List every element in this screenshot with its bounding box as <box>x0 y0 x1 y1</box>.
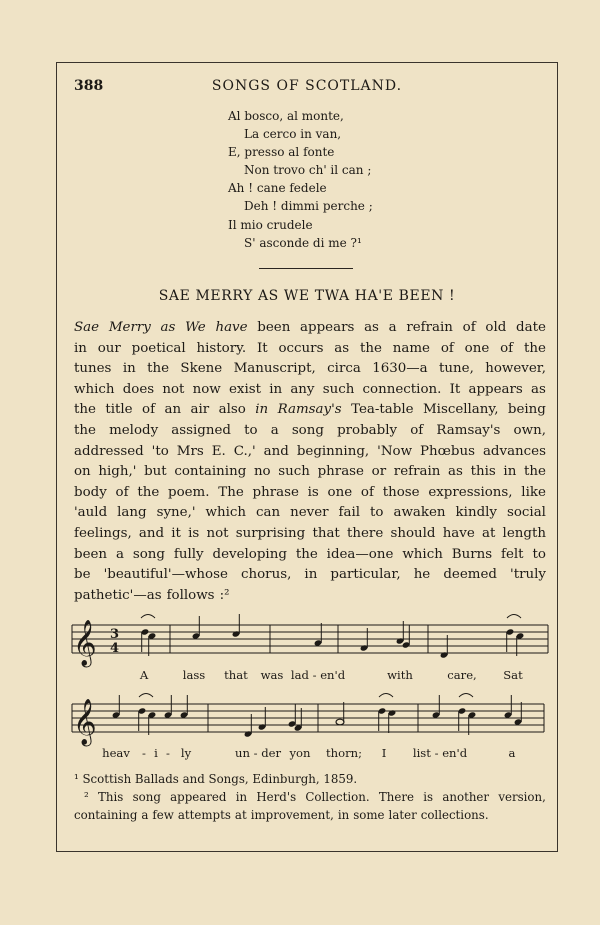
prose-word: and <box>138 525 165 541</box>
prose-word: C.,' <box>233 443 256 459</box>
prose-word: name <box>392 340 430 356</box>
poem-line: E, presso al fonte <box>228 145 335 160</box>
prose-word: refrain <box>406 320 453 335</box>
prose-word: Tea-table <box>351 402 414 418</box>
prose-word: as <box>364 320 379 335</box>
prose-word: no <box>253 464 271 480</box>
prose-word: containing <box>174 464 247 480</box>
footnote-word: in <box>337 808 350 822</box>
prose-word: the <box>524 464 546 480</box>
poem-line: Non trovo ch' il can ; <box>244 163 372 178</box>
footnote-word: some <box>353 808 385 822</box>
prose-line <box>74 545 546 566</box>
prose-word: a <box>388 320 397 335</box>
footnotes <box>74 770 546 824</box>
prose-word: of <box>115 484 129 500</box>
prose-line <box>74 339 546 360</box>
prose-word: at <box>481 525 496 541</box>
prose-word: It <box>257 340 268 356</box>
prose-word: poem. <box>168 484 210 500</box>
prose-word: feelings, <box>74 525 132 541</box>
poem-line: Ah ! cane fedele <box>228 181 327 196</box>
prose-word: of <box>500 340 514 356</box>
footnote-word: containing <box>74 808 138 822</box>
staff-2-lyric: ly <box>180 746 192 760</box>
staff-1-lyric: A <box>139 668 149 682</box>
poem-line: Il mio crudele <box>228 217 313 232</box>
prose-word: developing <box>212 546 287 562</box>
prose-word: as <box>448 464 463 480</box>
prose-word: such <box>322 381 355 397</box>
prose-word: advances <box>482 443 546 459</box>
staff-2-lyric: thorn; <box>325 746 363 760</box>
prose-word: Sae <box>74 320 100 335</box>
prose-word: Mrs <box>176 443 204 459</box>
prose-word: air <box>190 402 210 418</box>
footnote-1 <box>74 770 546 788</box>
body-text <box>74 318 546 606</box>
prose-word: it <box>171 525 181 541</box>
prose-word: addressed <box>74 443 144 459</box>
footnote-word: at <box>234 808 247 822</box>
prose-word: one <box>327 484 353 500</box>
prose-word: however, <box>485 361 546 377</box>
prose-word: 'beautiful'—whose <box>103 567 228 583</box>
prose-word: 'Now <box>377 443 413 459</box>
prose-word: in <box>255 402 269 418</box>
prose-word: any <box>290 381 315 397</box>
prose-word: an <box>164 402 182 418</box>
page-number: 388 <box>74 78 104 94</box>
footnote-word: attempts <box>177 808 231 822</box>
prose-word: length <box>502 525 546 541</box>
prose-word: can <box>256 505 281 521</box>
treble-clef: 𝄞 <box>73 620 97 666</box>
time-signature-top: 3 <box>110 627 120 642</box>
prose-word: 'to <box>151 443 169 459</box>
prose-word: own, <box>513 422 546 438</box>
prose-word: pathetic'—as <box>74 587 162 603</box>
prose-word: been <box>257 320 291 335</box>
footnote-word: Collection. <box>305 790 370 804</box>
prose-line <box>74 442 546 463</box>
prose-word: not <box>206 525 229 541</box>
prose-word: Manuscript, <box>233 361 316 377</box>
prose-word: follows <box>166 587 215 603</box>
prose-word: like <box>521 484 546 500</box>
prose-word: of <box>142 402 156 418</box>
italian-poem <box>228 107 373 252</box>
prose-word: Merry <box>108 320 151 335</box>
staff-2-lyric: I <box>381 746 387 760</box>
prose-word: not <box>162 381 185 397</box>
prose-line <box>74 318 546 339</box>
prose-word: particular, <box>330 567 401 583</box>
prose-word: The <box>218 484 244 500</box>
footnote-word: song <box>132 790 161 804</box>
running-title: SONGS OF SCOTLAND. <box>211 78 403 94</box>
prose-line <box>74 421 546 442</box>
prose-word: Ramsay's <box>436 422 501 438</box>
prose-word: high,' <box>98 464 137 480</box>
prose-word: deemed <box>443 567 497 583</box>
prose-word: which <box>74 381 115 397</box>
staff-1-lyric: with <box>387 668 413 682</box>
prose-word: as <box>160 320 176 335</box>
footnote-word: is <box>423 790 434 804</box>
section-title: SAE MERRY AS WE TWA HA'E BEEN ! <box>158 288 456 304</box>
footnote-word: This <box>98 790 124 804</box>
prose-word: connection. <box>362 381 442 397</box>
prose-word: felt <box>501 546 524 562</box>
prose-word: lang <box>117 505 147 521</box>
prose-word: probably <box>337 422 398 438</box>
prose-line <box>74 586 546 607</box>
prose-word: to <box>532 546 546 562</box>
footnote-word: in <box>235 790 248 804</box>
prose-word: Skene <box>180 361 223 377</box>
prose-word: poetical <box>131 340 186 356</box>
staff-1-lyric: was <box>260 668 284 682</box>
prose-line <box>74 380 546 401</box>
poem-line: Al bosco, al monte, <box>228 109 344 123</box>
prose-word: and <box>263 443 289 459</box>
prose-word: title <box>105 402 133 418</box>
prose-word: there <box>347 525 384 541</box>
staff-2-lyric: - <box>166 746 170 760</box>
prose-word: 'auld <box>74 505 108 521</box>
staff-2-lyric: list - en'd <box>412 746 468 760</box>
prose-word: kindly <box>455 505 497 521</box>
prose-line <box>74 359 546 380</box>
prose-word: on <box>74 464 91 480</box>
prose-word: in <box>304 567 318 583</box>
prose-word: date <box>516 320 546 335</box>
footnote-1-text: ¹ Scottish Ballads and Songs, Edinburgh, 1859. <box>74 772 358 786</box>
prose-word: Ramsay's <box>277 402 342 418</box>
prose-word: beginning, <box>296 443 370 459</box>
time-signature-bottom: 4 <box>110 641 120 656</box>
prose-word: of <box>410 422 424 438</box>
prose-word: one <box>464 340 490 356</box>
staff-2-lyric: un - der <box>234 746 282 760</box>
prose-word: tunes <box>74 361 112 377</box>
prose-word: which <box>205 505 247 521</box>
prose-word: a <box>115 546 124 562</box>
footnote-word: later <box>388 808 417 822</box>
prose-word: It <box>449 381 461 397</box>
footnote-word: collections. <box>420 808 489 822</box>
prose-word: of <box>360 484 374 500</box>
staff-2-lyric: a <box>508 746 516 760</box>
prose-word: tune, <box>439 361 474 377</box>
footnote-word: version, <box>498 790 546 804</box>
page-header <box>74 78 540 100</box>
prose-word: to <box>370 505 384 521</box>
prose-word: :² <box>219 587 230 603</box>
prose-word: appears <box>300 320 355 335</box>
prose-word: of <box>462 320 476 335</box>
staff-2-lyric: i <box>154 746 158 760</box>
prose-word: 'truly <box>510 567 546 583</box>
prose-word: or <box>371 464 387 480</box>
poem-line: Deh ! dimmi perche ; <box>244 199 373 214</box>
prose-word: exist <box>228 381 261 397</box>
prose-word: the <box>295 546 318 562</box>
prose-word: as <box>530 381 546 397</box>
staff-1-lyric: Sat <box>503 668 523 682</box>
prose-word: assigned <box>171 422 231 438</box>
prose-word: appears <box>468 381 523 397</box>
prose-word: fail <box>338 505 361 521</box>
footnote-2-continued <box>74 806 546 824</box>
staff-1-lyric: lass <box>182 668 206 682</box>
prose-word: should <box>390 525 436 541</box>
prose-word: chorus, <box>240 567 292 583</box>
staff-2-lyric: heav <box>102 746 130 760</box>
prose-word: Burns <box>451 546 493 562</box>
prose-word: melody <box>109 422 159 438</box>
prose-word: have <box>442 525 475 541</box>
prose-word: have <box>215 320 248 335</box>
prose-word: never <box>290 505 329 521</box>
prose-word: phrase <box>317 464 364 480</box>
prose-word: this <box>470 464 496 480</box>
prose-word: is <box>307 484 319 500</box>
prose-word: history. <box>196 340 247 356</box>
prose-line <box>74 524 546 545</box>
prose-word: fully <box>173 546 204 562</box>
prose-line <box>74 462 546 483</box>
poem-line: S' asconde di me ?¹ <box>244 235 362 250</box>
treble-clef: 𝄞 <box>73 699 97 745</box>
prose-word: phrase <box>252 484 299 500</box>
staff-1-lyric: lad - en'd <box>290 668 346 682</box>
prose-word: expressions, <box>428 484 513 500</box>
prose-word: the <box>147 361 170 377</box>
staff-1-lyric: that <box>224 668 248 682</box>
prose-word: to <box>244 422 258 438</box>
staff-2-lyric: yon <box>289 746 311 760</box>
footnote-word: few <box>152 808 174 822</box>
prose-line <box>74 400 546 421</box>
prose-word: Phœbus <box>420 443 475 459</box>
prose-word: of <box>440 340 454 356</box>
footnote-word: ² <box>84 790 89 804</box>
prose-word: the <box>523 340 546 356</box>
prose-word: does <box>122 381 155 397</box>
prose-word: the <box>74 402 96 418</box>
footnote-word: Herd's <box>256 790 297 804</box>
footnote-word: another <box>442 790 490 804</box>
prose-word: 1630—a <box>372 361 428 377</box>
prose-word: idea—one <box>326 546 394 562</box>
footnote-word: a <box>141 808 149 822</box>
prose-word: those <box>382 484 420 500</box>
prose-line <box>74 503 546 524</box>
prose-word: syne,' <box>156 505 196 521</box>
prose-word: such <box>278 464 310 480</box>
prose-word: also <box>218 402 246 418</box>
poem-line: La cerco in van, <box>244 127 342 142</box>
prose-word: is <box>188 525 200 541</box>
prose-word: now <box>192 381 221 397</box>
prose-word: our <box>97 340 121 356</box>
prose-word: a <box>270 422 279 438</box>
prose-word: in <box>74 340 87 356</box>
footnote-word: improvement, <box>250 808 334 822</box>
section-divider <box>259 268 353 269</box>
prose-line <box>74 565 546 586</box>
prose-word: song <box>132 546 165 562</box>
prose-word: the <box>74 422 96 438</box>
prose-word: been <box>74 546 108 562</box>
prose-word: as <box>334 340 350 356</box>
prose-word: song <box>291 422 324 438</box>
prose-word: in <box>269 381 283 397</box>
prose-word: surprising <box>235 525 306 541</box>
footnote-2 <box>74 788 546 806</box>
prose-word: We <box>185 320 206 335</box>
prose-word: old <box>485 320 507 335</box>
staff-1-lyric: care, <box>447 668 477 682</box>
prose-word: refrain <box>393 464 441 480</box>
prose-word: body <box>74 484 107 500</box>
prose-word: in <box>503 464 517 480</box>
prose-word: occurs <box>278 340 324 356</box>
prose-word: E. <box>211 443 226 459</box>
prose-word: that <box>312 525 340 541</box>
prose-word: he <box>413 567 431 583</box>
prose-word: Miscellany, <box>422 402 499 418</box>
prose-word: social <box>506 505 546 521</box>
prose-word: but <box>144 464 167 480</box>
prose-word: the <box>359 340 382 356</box>
prose-word: the <box>137 484 160 500</box>
prose-word: be <box>74 567 91 583</box>
prose-word: being <box>507 402 546 418</box>
prose-word: awaken <box>393 505 446 521</box>
prose-word: in <box>122 361 136 377</box>
prose-line <box>74 483 546 504</box>
footnote-word: appeared <box>170 790 227 804</box>
prose-word: circa <box>327 361 361 377</box>
footnote-word: There <box>378 790 414 804</box>
staff-2-lyric: - <box>142 746 146 760</box>
prose-word: which <box>402 546 443 562</box>
